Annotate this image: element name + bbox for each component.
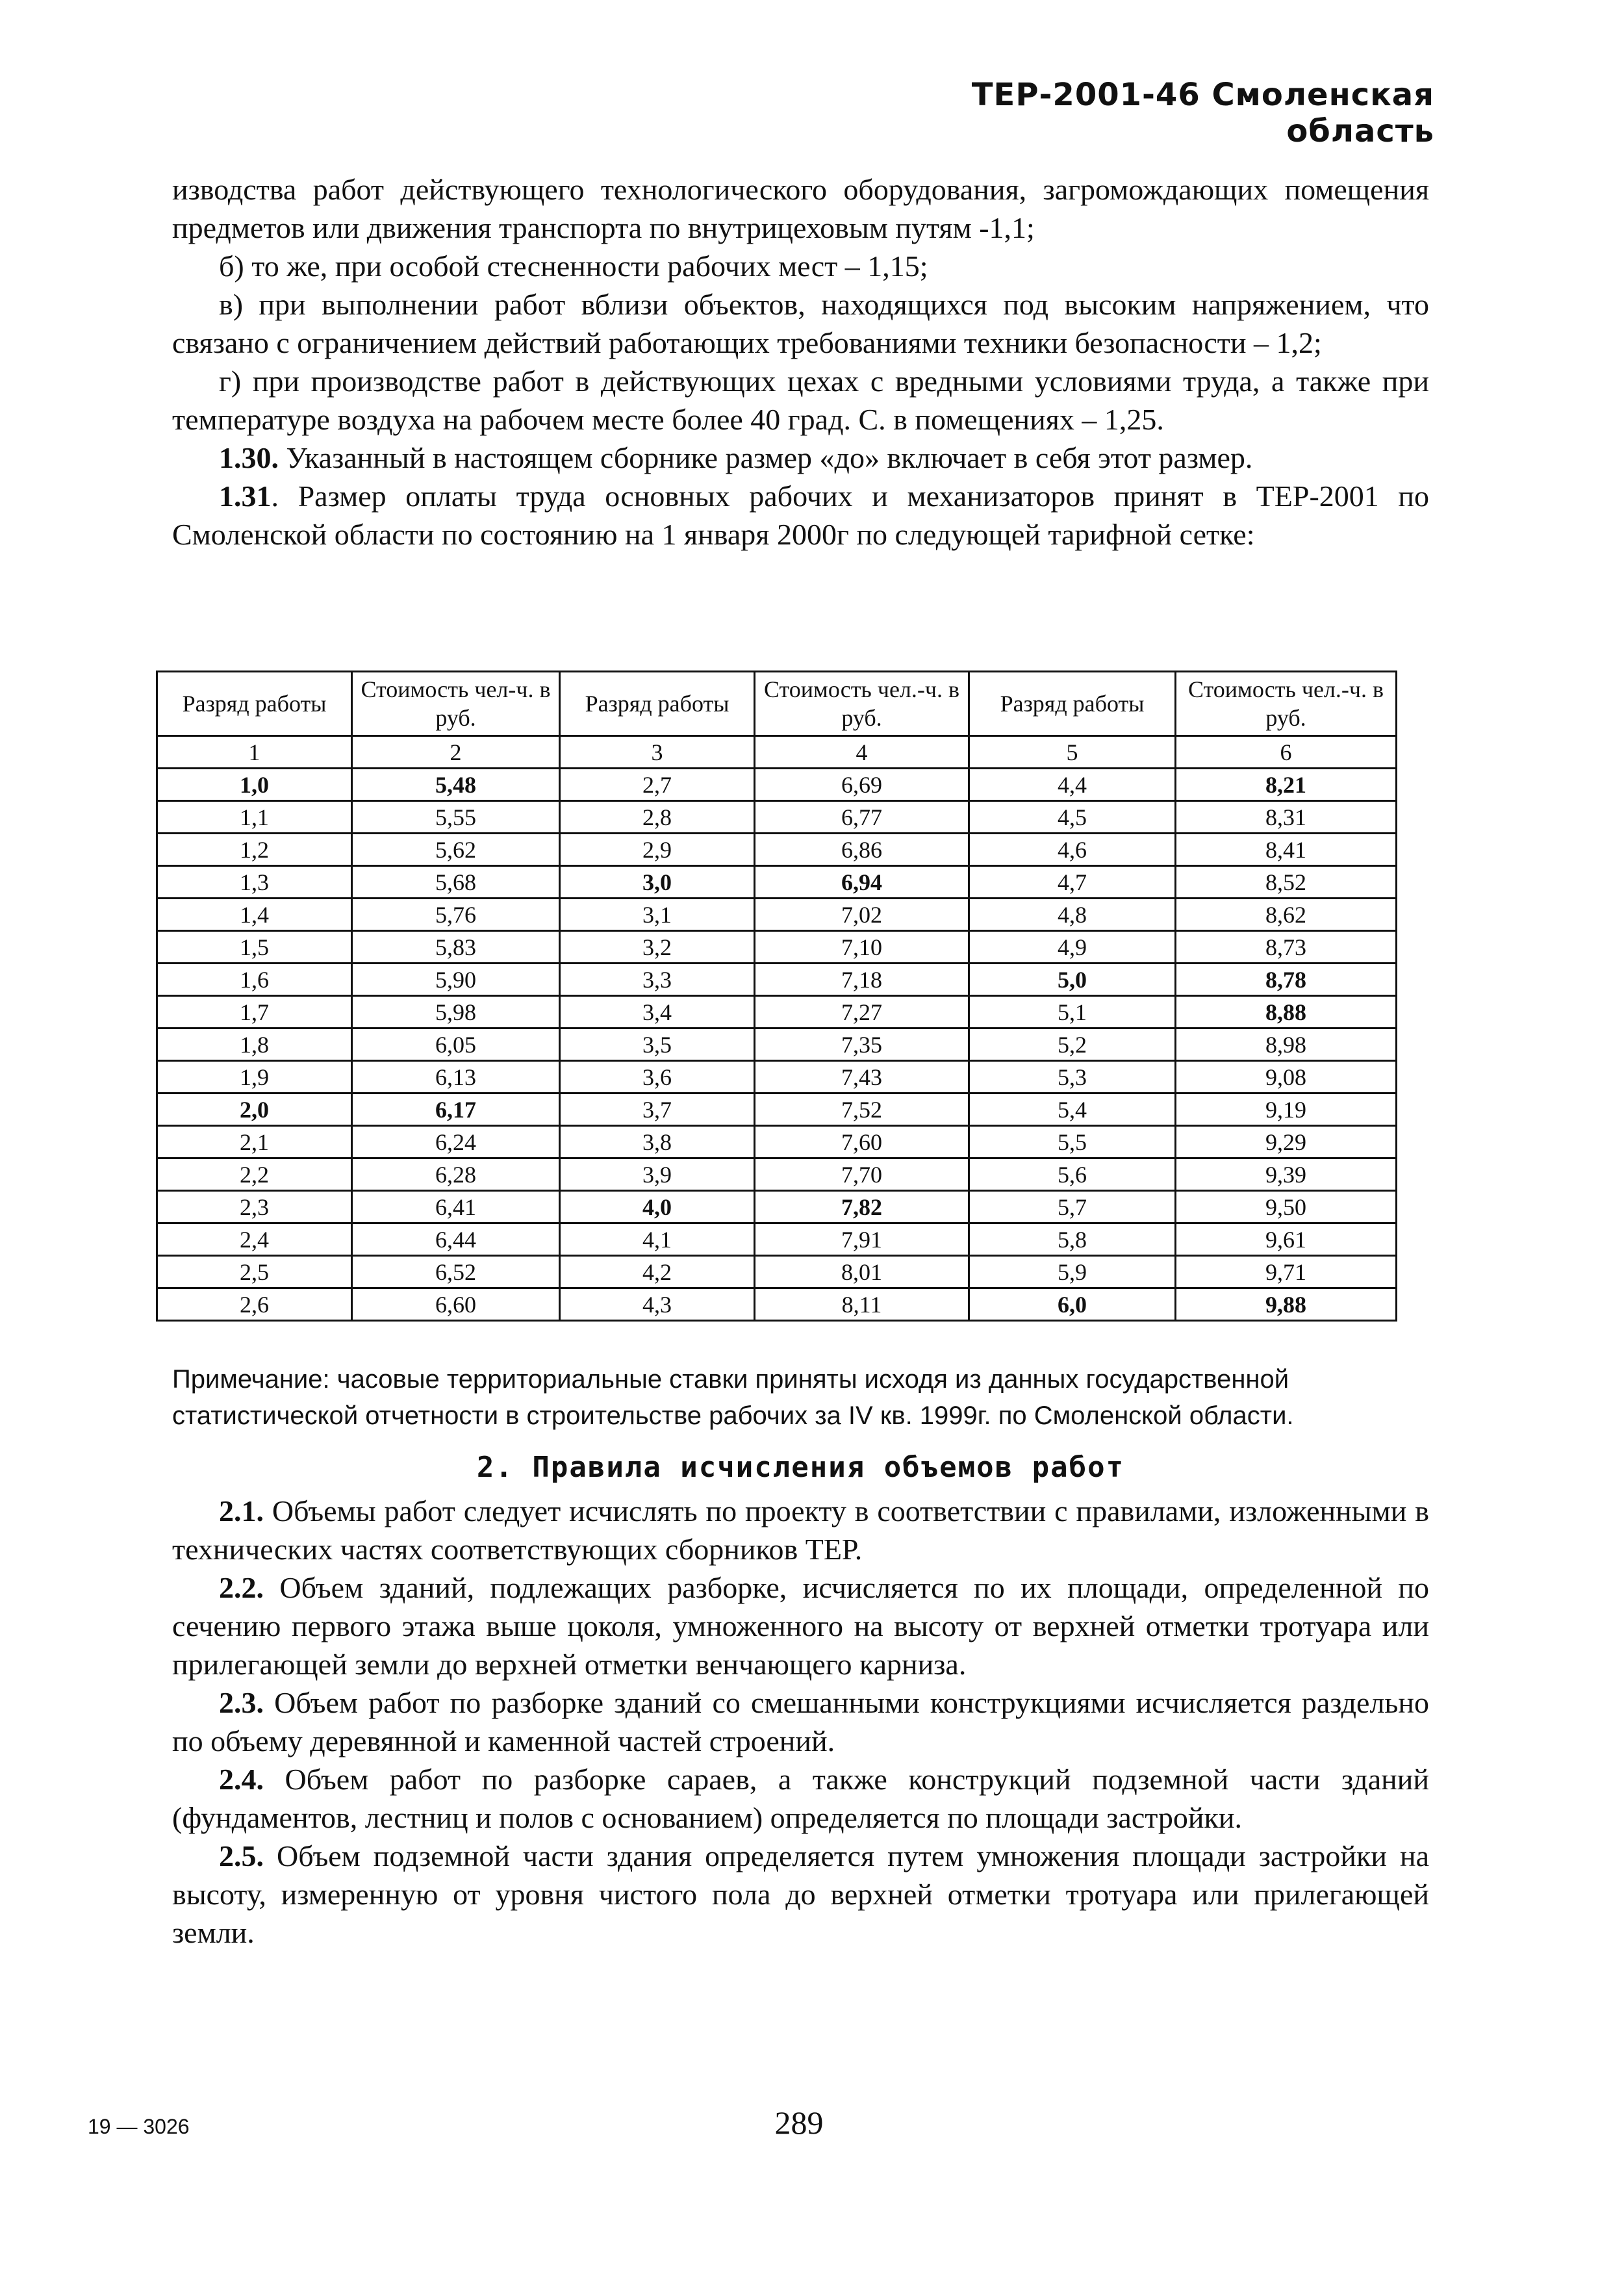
table-cell: 4,8 [969,899,1176,931]
table-note: Примечание: часовые территориальные ставки приняты исходя из данных государственной статистической отчетности в строительстве рабочих за IV кв. 1999г. по Смоленской области. [172,1365,1294,1430]
table-cell: 7,43 [755,1061,969,1093]
table-row [157,866,1397,899]
table-row [157,996,1397,1029]
table-cell: 6,0 [969,1288,1176,1321]
table-cell: 6,44 [352,1223,560,1256]
table-header-cell: Разряд работы [560,672,755,736]
table-cell: 7,10 [755,931,969,964]
clause-number: 1.30. [219,441,279,474]
table-cell: 9,39 [1176,1158,1397,1191]
tariff-table-body [157,769,1397,1321]
table-cell: 3,3 [560,964,755,996]
table-cell: 4,2 [560,1256,755,1288]
table-cell: 4,5 [969,801,1176,834]
table-cell: 5,55 [352,801,560,834]
table-cell: 9,88 [1176,1288,1397,1321]
table-cell: 8,62 [1176,899,1397,931]
column-number-cell: 4 [755,736,969,769]
table-cell: 7,91 [755,1223,969,1256]
table-cell: 9,71 [1176,1256,1397,1288]
table-cell: 6,13 [352,1061,560,1093]
clause-number: 2.2. [219,1571,264,1604]
column-number-cell: 6 [1176,736,1397,769]
clause-text: . Размер оплаты труда основных рабочих и механизаторов принят в ТЕР-2001 по Смоленской области по состоянию на 1 января 2000г по следующей тарифной сетке: [172,479,1429,551]
table-cell: 3,2 [560,931,755,964]
table-cell: 4,7 [969,866,1176,899]
table-cell: 6,94 [755,866,969,899]
table-cell: 2,9 [560,834,755,866]
table-row [157,1191,1397,1223]
table-row [157,1288,1397,1321]
table-header-row [157,672,1397,736]
table-cell: 4,4 [969,769,1176,801]
clause-1-31 [172,477,1429,554]
clause-text: Объемы работ следует исчислять по проекту в соответствии с правилами, изложенными в технических частях соответствующих сборников ТЕР. [172,1494,1429,1566]
tariff-table [156,671,1397,1322]
table-cell: 3,5 [560,1029,755,1061]
table-cell: 6,17 [352,1093,560,1126]
table-cell: 9,08 [1176,1061,1397,1093]
table-cell: 4,0 [560,1191,755,1223]
table-cell: 6,28 [352,1158,560,1191]
table-cell: 8,52 [1176,866,1397,899]
clause-text: Объем зданий, подлежащих разборке, исчисляется по их площади, определенной по сечению первого этажа выше цоколя, умноженного на высоту от верхней отметки тротуара или прилегающей земли до верхней отметки венчающего карниза. [172,1571,1429,1681]
table-cell: 9,50 [1176,1191,1397,1223]
table-cell: 1,9 [157,1061,352,1093]
table-row [157,1126,1397,1158]
table-cell: 8,21 [1176,769,1397,801]
table-cell: 1,6 [157,964,352,996]
table-row [157,1158,1397,1191]
table-cell: 8,88 [1176,996,1397,1029]
table-cell: 8,41 [1176,834,1397,866]
table-header-cell: Стоимость чел.-ч. в руб. [755,672,969,736]
table-cell: 8,01 [755,1256,969,1288]
table-row [157,769,1397,801]
table-row [157,801,1397,834]
clause-number: 2.1. [219,1494,264,1527]
clause-text: Указанный в настоящем сборнике размер «до» включает в себя этот размер. [279,441,1253,474]
table-cell: 5,3 [969,1061,1176,1093]
table-cell: 2,5 [157,1256,352,1288]
clause-number: 2.4. [219,1763,264,1796]
clause-number: 2.3. [219,1686,264,1719]
table-header-cell: Стоимость чел-ч. в руб. [352,672,560,736]
table-cell: 9,61 [1176,1223,1397,1256]
table-header-cell: Разряд работы [157,672,352,736]
clause-2-3 [172,1683,1429,1760]
table-row [157,1223,1397,1256]
table-row [157,834,1397,866]
table-cell: 7,27 [755,996,969,1029]
table-cell: 5,2 [969,1029,1176,1061]
table-cell: 2,8 [560,801,755,834]
table-cell: 5,8 [969,1223,1176,1256]
table-row [157,1061,1397,1093]
table-cell: 9,29 [1176,1126,1397,1158]
page-header-title: ТЕР-2001-46 Смоленская область [971,77,1434,149]
table-cell: 3,0 [560,866,755,899]
table-cell: 5,0 [969,964,1176,996]
table-cell: 2,3 [157,1191,352,1223]
table-cell: 1,2 [157,834,352,866]
intro-text [172,170,1429,554]
table-cell: 8,73 [1176,931,1397,964]
section-2-title: 2. Правила исчисления объемов работ [476,1451,1125,1484]
table-cell: 7,02 [755,899,969,931]
table-cell: 2,0 [157,1093,352,1126]
table-cell: 5,90 [352,964,560,996]
intro-paragraph-3: в) при выполнении работ вблизи объектов, находящихся под высоким напряжением, что связано с ограничением действий работающих требованиями техники безопасности – 1,2; [172,288,1429,359]
table-cell: 5,83 [352,931,560,964]
table-cell: 3,4 [560,996,755,1029]
page-number: 289 [774,2104,824,2141]
table-cell: 5,9 [969,1256,1176,1288]
clause-2-5 [172,1837,1429,1952]
table-header-cell: Разряд работы [969,672,1176,736]
table-cell: 3,7 [560,1093,755,1126]
table-cell: 6,77 [755,801,969,834]
table-row [157,899,1397,931]
table-cell: 3,1 [560,899,755,931]
intro-paragraph-2: б) то же, при особой стесненности рабочих мест – 1,15; [219,249,928,283]
table-cell: 1,3 [157,866,352,899]
clause-text: Объем работ по разборке сараев, а также конструкций подземной части зданий (фундаментов, лестниц и полов с основанием) определяется по площади застройки. [172,1763,1429,1834]
table-cell: 6,52 [352,1256,560,1288]
table-row [157,931,1397,964]
intro-paragraph-4: г) при производстве работ в действующих цехах с вредными условиями труда, а также при температуре воздуха на рабочем месте более 40 град. С. в помещениях – 1,25. [172,364,1429,436]
clause-2-4 [172,1760,1429,1837]
table-cell: 7,18 [755,964,969,996]
table-row [157,1256,1397,1288]
table-cell: 3,9 [560,1158,755,1191]
table-cell: 8,98 [1176,1029,1397,1061]
table-cell: 5,7 [969,1191,1176,1223]
table-column-number-row [157,736,1397,769]
clause-number: 1.31 [219,479,272,513]
table-row [157,1029,1397,1061]
table-cell: 9,19 [1176,1093,1397,1126]
table-cell: 5,6 [969,1158,1176,1191]
table-cell: 2,4 [157,1223,352,1256]
table-cell: 1,5 [157,931,352,964]
table-cell: 7,52 [755,1093,969,1126]
table-cell: 1,1 [157,801,352,834]
table-cell: 3,8 [560,1126,755,1158]
table-cell: 5,5 [969,1126,1176,1158]
column-number-cell: 1 [157,736,352,769]
table-cell: 8,11 [755,1288,969,1321]
table-cell: 1,8 [157,1029,352,1061]
table-cell: 3,6 [560,1061,755,1093]
column-number-cell: 5 [969,736,1176,769]
table-cell: 5,62 [352,834,560,866]
table-cell: 4,6 [969,834,1176,866]
table-cell: 5,76 [352,899,560,931]
clause-text: Объем работ по разборке зданий со смешанными конструкциями исчисляется раздельно по объему деревянной и каменной частей строений. [172,1686,1429,1757]
table-cell: 4,3 [560,1288,755,1321]
table-cell: 4,1 [560,1223,755,1256]
clause-number: 2.5. [219,1839,264,1872]
table-cell: 1,7 [157,996,352,1029]
clause-text: Объем подземной части здания определяется путем умножения площади застройки на высоту, измеренную от уровня чистого пола до верхней отметки тротуара или прилегающей земли. [172,1839,1429,1949]
clause-2-2 [172,1568,1429,1683]
table-cell: 7,60 [755,1126,969,1158]
intro-paragraph-1: изводства работ действующего технологического оборудования, загромождающих помещения предметов или движения транспорта по внутрицеховым путям -1,1; [172,173,1429,244]
table-cell: 1,0 [157,769,352,801]
table-cell: 5,98 [352,996,560,1029]
section-2-body [172,1492,1429,1952]
table-cell: 1,4 [157,899,352,931]
table-cell: 8,31 [1176,801,1397,834]
table-cell: 2,1 [157,1126,352,1158]
table-cell: 5,48 [352,769,560,801]
clause-1-30 [172,439,1429,477]
table-cell: 6,69 [755,769,969,801]
table-cell: 2,7 [560,769,755,801]
table-row [157,964,1397,996]
table-cell: 7,70 [755,1158,969,1191]
table-cell: 5,1 [969,996,1176,1029]
table-cell: 2,2 [157,1158,352,1191]
footer-print-code: 19 — 3026 [88,2115,190,2138]
table-cell: 4,9 [969,931,1176,964]
table-cell: 7,82 [755,1191,969,1223]
table-cell: 7,35 [755,1029,969,1061]
column-number-cell: 3 [560,736,755,769]
table-row [157,1093,1397,1126]
column-number-cell: 2 [352,736,560,769]
table-cell: 6,24 [352,1126,560,1158]
table-cell: 6,60 [352,1288,560,1321]
table-cell: 2,6 [157,1288,352,1321]
clause-2-1 [172,1492,1429,1568]
table-cell: 6,05 [352,1029,560,1061]
table-cell: 8,78 [1176,964,1397,996]
table-cell: 5,4 [969,1093,1176,1126]
table-cell: 6,86 [755,834,969,866]
table-cell: 5,68 [352,866,560,899]
table-cell: 6,41 [352,1191,560,1223]
table-header-cell: Стоимость чел.-ч. в руб. [1176,672,1397,736]
